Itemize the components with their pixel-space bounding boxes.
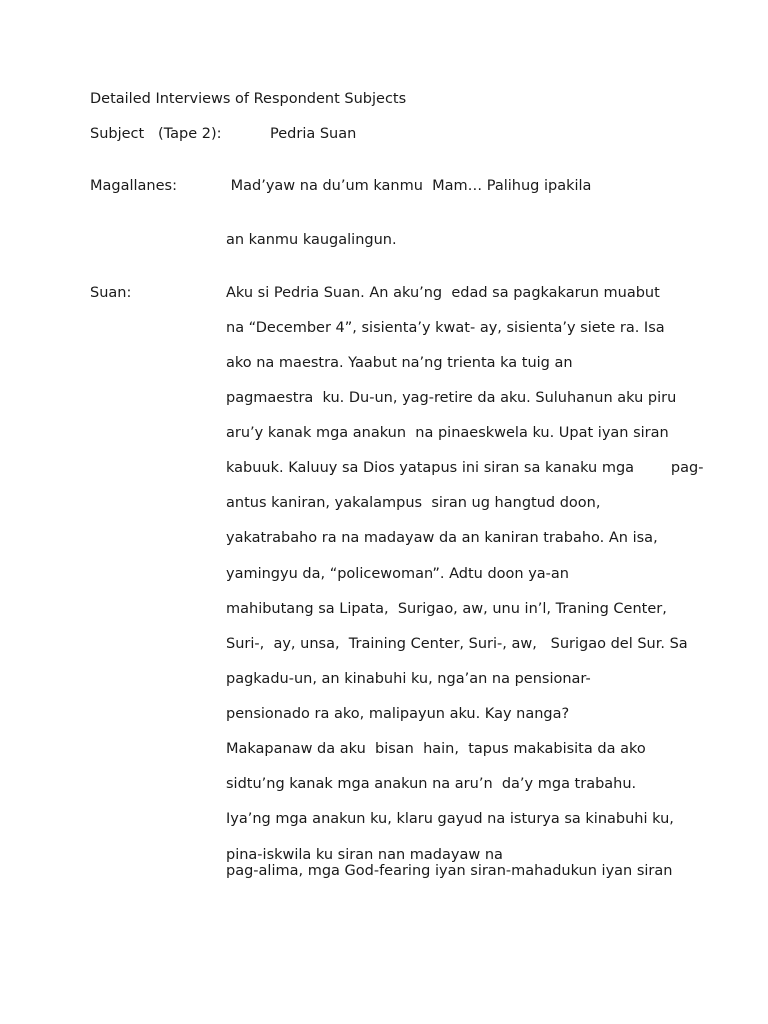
transcript-line: yamingyu da, “policewoman”. Adtu doon ya-an xyxy=(226,566,569,582)
transcript-line: na “December 4”, sisienta’y kwat- ay, sisienta’y siete ra. Isa xyxy=(226,320,665,336)
transcript-line: pensionado ra ako, malipayun aku. Kay nanga? xyxy=(226,706,570,722)
transcript-line: pagmaestra ku. Du-un, yag-retire da aku. Suluhanun aku piru xyxy=(226,390,677,406)
transcript-line: Aku si Pedria Suan. An aku’ng edad sa pagkakarun muabut xyxy=(226,285,660,301)
transcript-line: antus kaniran, yakalampus siran ug hangtud doon, xyxy=(226,495,601,511)
transcript-line: yakatrabaho ra na madayaw da an kaniran trabaho. An isa, xyxy=(226,530,658,546)
transcript-line: pina-iskwila ku siran nan madayaw na xyxy=(226,847,503,863)
transcript-line: mahibutang sa Lipata, Surigao, aw, unu in’l, Traning Center, xyxy=(226,601,667,617)
transcript-line: an kanmu kaugalingun. xyxy=(226,232,397,248)
transcript-line: Makapanaw da aku bisan hain, tapus makabisita da ako xyxy=(226,741,646,757)
transcript-line: Iya’ng mga anakun ku, klaru gayud na isturya sa kinabuhi ku, xyxy=(226,811,674,827)
transcript-line: aru’y kanak mga anakun na pinaeskwela ku. Upat iyan siran xyxy=(226,425,669,441)
speaker-suan: Suan: xyxy=(90,285,132,301)
transcript-line: pag-alima, mga God-fearing iyan siran-mahadukun iyan siran xyxy=(226,863,673,879)
transcript-line: kabuuk. Kaluuy sa Dios yatapus ini siran sa kanaku mga pag- xyxy=(226,460,704,476)
speaker-magallanes: Magallanes: xyxy=(90,178,177,194)
transcript-line: ako na maestra. Yaabut na’ng trienta ka tuig an xyxy=(226,355,573,371)
transcript-line: Mad’yaw na du’um kanmu Mam… Palihug ipakila xyxy=(226,178,592,194)
document-heading: Detailed Interviews of Respondent Subjects xyxy=(90,91,407,107)
transcript-line: Suri-, ay, unsa, Training Center, Suri-, aw, Surigao del Sur. Sa xyxy=(226,636,688,652)
subject-label: Subject (Tape 2): xyxy=(90,126,222,142)
transcript-line: pagkadu-un, an kinabuhi ku, nga’an na pensionar- xyxy=(226,671,591,687)
subject-name: Pedria Suan xyxy=(270,126,357,142)
transcript-line: sidtu’ng kanak mga anakun na aru’n da’y mga trabahu. xyxy=(226,776,637,792)
